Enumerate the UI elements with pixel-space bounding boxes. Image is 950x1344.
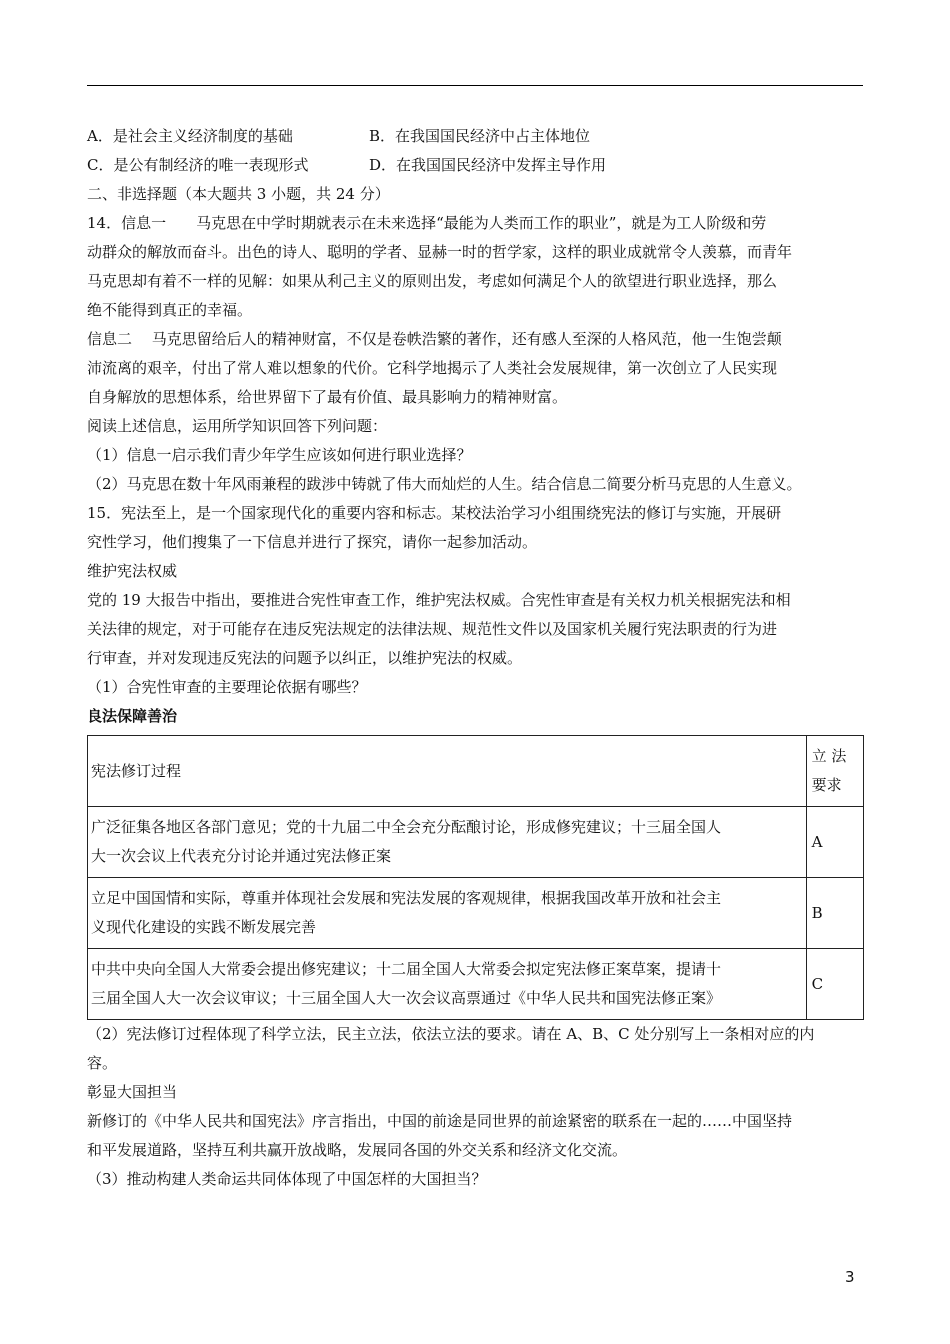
q14-info2-line: 信息二 马克思留给后人的精神财富，不仅是卷帙浩繁的著作，还有感人至深的人格风范，他一生饱尝颠 bbox=[87, 330, 782, 348]
table-cell-process bbox=[88, 807, 807, 878]
table-header-right-line: 立 法 bbox=[811, 747, 847, 765]
table-row bbox=[88, 878, 864, 949]
table-cell-line: 立足中国国情和实际，尊重并体现社会发展和宪法发展的客观规律，根据我国改革开放和社会主 bbox=[91, 889, 722, 907]
q15-section-title-3: 彰显大国担当 bbox=[87, 1083, 178, 1101]
q15-section1-line: 党的 19 大报告中指出，要推进合宪性审查工作，维护宪法权威。合宪性审查是有关权力机关根据宪法和相 bbox=[87, 591, 791, 609]
q14-sub-question-2: （2）马克思在数十年风雨兼程的跋涉中铸就了伟大而灿烂的人生。结合信息二简要分析马克思的人生意义。 bbox=[87, 475, 802, 493]
q14-sub-question-1: （1）信息一启示我们青少年学生应该如何进行职业选择？ bbox=[87, 446, 472, 464]
table-row bbox=[88, 949, 864, 1020]
table-cell-line: 广泛征集各地区各部门意见；党的十九届二中全会充分酝酿讨论，形成修宪建议；十三届全国人 bbox=[91, 818, 722, 836]
q15-section3-line: 和平发展道路，坚持互利共赢开放战略，发展同各国的外交关系和经济文化交流。 bbox=[87, 1141, 628, 1159]
table-cell-process bbox=[88, 949, 807, 1020]
q15-intro-line: 15．宪法至上，是一个国家现代化的重要内容和标志。某校法治学习小组围绕宪法的修订与实施，开展研 bbox=[87, 504, 782, 522]
header-rule bbox=[87, 85, 863, 86]
q15-section1-line: 关法律的规定，对于可能存在违反宪法规定的法律法规、规范性文件以及国家机关履行宪法职责的行为进 bbox=[87, 620, 778, 638]
table-cell-process bbox=[88, 878, 807, 949]
q14-info1-line: 动群众的解放而奋斗。出色的诗人、聪明的学者、显赫一时的哲学家，这样的职业成就常令人羡慕，而青年 bbox=[87, 243, 793, 261]
table-cell-line: 三届全国人大一次会议审议；十三届全国人大一次会议高票通过《中华人民共和国宪法修正案》 bbox=[91, 989, 722, 1007]
option-c: C．是公有制经济的唯一表现形式 bbox=[87, 156, 309, 174]
revision-table bbox=[87, 735, 864, 1020]
page-number: 3 bbox=[845, 1268, 855, 1286]
q14-info2-line: 自身解放的思想体系，给世界留下了最有价值、最具影响力的精神财富。 bbox=[87, 388, 568, 406]
q15-sub-question-3: （3）推动构建人类命运共同体体现了中国怎样的大国担当？ bbox=[87, 1170, 487, 1188]
q15-section3-line: 新修订的《中华人民共和国宪法》序言指出，中国的前途是同世界的前途紧密的联系在一起的……中国坚持 bbox=[87, 1112, 793, 1130]
q15-section-title-2: 良法保障善治 bbox=[87, 707, 178, 725]
question-14 bbox=[87, 209, 867, 499]
q15-section-title-1: 维护宪法权威 bbox=[87, 562, 178, 580]
table-header-right-line: 要求 bbox=[811, 776, 842, 794]
q14-info1-line: 14．信息一 马克思在中学时期就表示在未来选择“最能为人类而工作的职业”，就是为工人阶级和劳 bbox=[87, 214, 767, 232]
table-cell-line: 大一次会议上代表充分讨论并通过宪法修正案 bbox=[91, 847, 392, 865]
option-d: D．在我国国民经济中发挥主导作用 bbox=[369, 156, 607, 174]
table-cell-label: A bbox=[806, 807, 863, 878]
table-cell-line: 中共中央向全国人大常委会提出修宪建议；十二届全国人大常委会拟定宪法修正案草案，提请十 bbox=[91, 960, 722, 978]
page-content bbox=[87, 122, 867, 1194]
q15-sub-question-2: （2）宪法修订过程体现了科学立法，民主立法，依法立法的要求。请在 A、B、C 处分别写上一条相对应的内 bbox=[87, 1025, 815, 1043]
table-header-left: 宪法修订过程 bbox=[88, 736, 807, 807]
table-header-right bbox=[806, 736, 863, 807]
table-cell-line: 义现代化建设的实践不断发展完善 bbox=[91, 918, 317, 936]
table-cell-label: B bbox=[806, 878, 863, 949]
question-15 bbox=[87, 499, 867, 1194]
q15-section1-line: 行审查，并对发现违反宪法的问题予以纠正，以维护宪法的权威。 bbox=[87, 649, 523, 667]
options-row-1 bbox=[87, 122, 867, 151]
q14-info1-line: 马克思却有着不一样的见解：如果从利己主义的原则出发，考虑如何满足个人的欲望进行职业选择，那么 bbox=[87, 272, 778, 290]
option-b: B．在我国国民经济中占主体地位 bbox=[369, 127, 591, 145]
q15-intro-line: 究性学习，他们搜集了一下信息并进行了探究，请你一起参加活动。 bbox=[87, 533, 538, 551]
section-heading: 二、非选择题（本大题共 3 小题，共 24 分） bbox=[87, 185, 390, 203]
q15-sub-question-1: （1）合宪性审查的主要理论依据有哪些？ bbox=[87, 678, 367, 696]
option-a: A．是社会主义经济制度的基础 bbox=[87, 127, 293, 145]
options-row-2 bbox=[87, 151, 867, 180]
table-row bbox=[88, 807, 864, 878]
q14-info2-line: 沛流离的艰辛，付出了常人难以想象的代价。它科学地揭示了人类社会发展规律，第一次创立了人民实现 bbox=[87, 359, 778, 377]
table-cell-label: C bbox=[806, 949, 863, 1020]
q15-sub-question-2-cont: 容。 bbox=[87, 1054, 118, 1072]
table-header-row bbox=[88, 736, 864, 807]
q14-info1-line: 绝不能得到真正的幸福。 bbox=[87, 301, 253, 319]
q14-prompt: 阅读上述信息，运用所学知识回答下列问题： bbox=[87, 417, 388, 435]
